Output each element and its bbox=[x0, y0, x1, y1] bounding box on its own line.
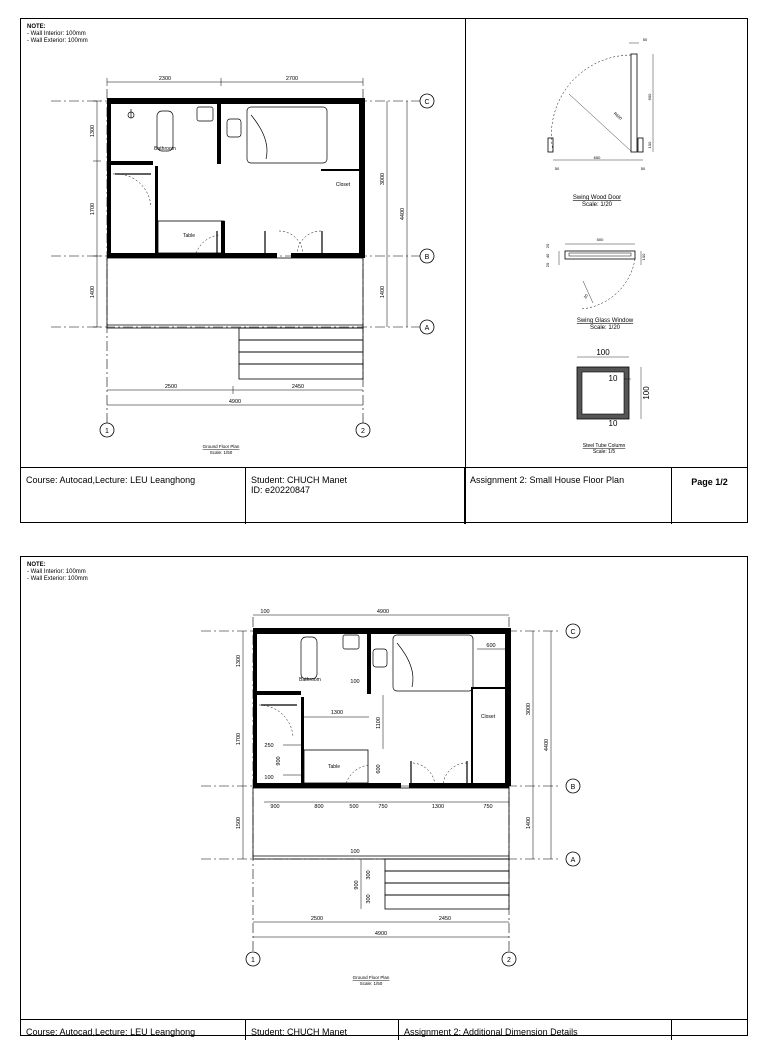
bed-2 bbox=[373, 635, 473, 691]
sheet1-drawing bbox=[21, 19, 749, 524]
tb2-course bbox=[21, 1020, 246, 1040]
dim-right-b: 1400 bbox=[380, 285, 386, 299]
window-dim-d: 100 bbox=[641, 253, 646, 261]
plan1-scale: Scale: 1/50 bbox=[209, 450, 233, 455]
room-label-bathroom-2: Bathroom bbox=[299, 677, 321, 683]
grid-label-b-2: B bbox=[570, 784, 576, 791]
window-dim-e: 20 bbox=[582, 293, 589, 300]
door-dim-radius: R650 bbox=[612, 110, 624, 121]
room-label-bathroom: Bathroom bbox=[154, 146, 176, 152]
window-dim-c: 20 bbox=[545, 262, 550, 268]
door-detail bbox=[548, 43, 653, 160]
column-detail bbox=[577, 357, 641, 419]
tb1-course-text: Course: Autocad,Lecture: LEU Leanghong bbox=[26, 475, 196, 485]
exterior-walls bbox=[107, 98, 365, 258]
titleblock-1 bbox=[21, 467, 747, 524]
door-dim-top: 50 bbox=[642, 37, 648, 42]
grid-label-1-2: 1 bbox=[251, 957, 255, 964]
dim2-int-1100: 1100 bbox=[376, 717, 382, 729]
column-dim-wall2: 10 bbox=[608, 419, 618, 428]
grid-label-a: A bbox=[424, 325, 430, 332]
tb1-course bbox=[21, 468, 246, 524]
dim2-int-100: 100 bbox=[350, 679, 360, 685]
grid-label-c: C bbox=[424, 99, 430, 106]
porch bbox=[107, 258, 363, 379]
plan1-caption: Ground Floor Plan bbox=[202, 444, 240, 449]
tb2-student bbox=[246, 1020, 399, 1040]
dim2-step-300b: 300 bbox=[366, 894, 372, 904]
door-dim-small1: 50 bbox=[554, 166, 560, 171]
window-dim-width: 500 bbox=[596, 237, 604, 242]
dim-bottom-b: 2450 bbox=[291, 384, 305, 390]
dim2-left-c: 1500 bbox=[236, 816, 242, 830]
door-dim-jamb: 100 bbox=[647, 141, 652, 149]
dim2-right-a: 3000 bbox=[526, 702, 532, 716]
tb1-assignment bbox=[465, 468, 672, 524]
grid-label-2: 2 bbox=[361, 428, 365, 435]
dim2-row-1300: 1300 bbox=[431, 804, 445, 810]
column-scale: Scale: 1/5 bbox=[592, 449, 616, 455]
sheet-page-1 bbox=[20, 18, 748, 523]
dim2-row-750b: 750 bbox=[483, 804, 493, 810]
bathroom-fixtures-2 bbox=[301, 635, 359, 679]
tb2-student-text: Student: CHUCH Manet bbox=[251, 1027, 348, 1037]
column-dim-height: 100 bbox=[642, 386, 651, 400]
dim2-int-600: 600 bbox=[376, 764, 382, 774]
tb2-assignment bbox=[399, 1020, 672, 1040]
exterior-walls-2 bbox=[253, 628, 511, 788]
room-label-closet: Closet bbox=[335, 182, 351, 188]
dim2-step-100: 100 bbox=[350, 849, 360, 855]
dim2-step-300a: 300 bbox=[366, 870, 372, 880]
tb2-assignment-text: Assignment 2: Additional Dimension Details bbox=[404, 1027, 578, 1037]
dim2-int-900v: 900 bbox=[276, 756, 282, 766]
dim2-step-900: 900 bbox=[354, 880, 360, 890]
dim2-row-500: 500 bbox=[349, 804, 359, 810]
grid-label-c-2: C bbox=[570, 629, 576, 636]
door-dim-height: 600 bbox=[647, 93, 652, 101]
window-dim-a: 20 bbox=[545, 243, 550, 249]
titleblock-2 bbox=[21, 1019, 747, 1040]
dim-bottom-total: 4900 bbox=[228, 399, 242, 405]
note-heading-2: NOTE: bbox=[27, 562, 46, 568]
floor-plan-1 bbox=[51, 78, 421, 424]
note-heading: NOTE: bbox=[27, 24, 46, 30]
dim2-int-100b: 100 bbox=[264, 775, 274, 781]
dim2-top-a: 100 bbox=[260, 609, 270, 615]
dim2-bottom-total: 4900 bbox=[374, 931, 388, 937]
door-swings-2 bbox=[259, 705, 467, 787]
dim-left-a: 1300 bbox=[90, 124, 96, 138]
door-scale: Scale: 1/20 bbox=[581, 202, 613, 208]
window-detail bbox=[559, 244, 641, 309]
dim2-left-a: 1300 bbox=[236, 654, 242, 668]
dim2-bottom-b: 2450 bbox=[438, 916, 452, 922]
column-dim-wall1: 10 bbox=[608, 374, 618, 383]
sheet2-drawing bbox=[21, 557, 749, 1037]
plan2-caption: Ground Floor Plan bbox=[352, 975, 390, 980]
door-dim-small2: 50 bbox=[640, 166, 646, 171]
note-line-interior-2: - Wall Interior: 100mm bbox=[27, 569, 86, 575]
tb1-id-text: ID: e20220847 bbox=[251, 485, 311, 495]
dim-top-b: 2700 bbox=[285, 76, 299, 82]
column-title: Steel Tube Column bbox=[582, 443, 626, 449]
dim2-right-total: 4400 bbox=[544, 738, 550, 752]
dim2-int-1300: 1300 bbox=[330, 710, 344, 716]
tb1-assignment-text: Assignment 2: Small House Floor Plan bbox=[470, 475, 625, 485]
grid-label-b: B bbox=[424, 254, 430, 261]
dim-bottom-a: 2500 bbox=[164, 384, 178, 390]
bed bbox=[227, 107, 327, 163]
grid-label-2-2: 2 bbox=[507, 957, 511, 964]
room-label-closet-2: Closet bbox=[480, 714, 496, 720]
column-dim-width: 100 bbox=[596, 348, 610, 357]
tb1-page-text: Page 1/2 bbox=[691, 477, 728, 487]
dim-left-b: 1700 bbox=[90, 202, 96, 216]
dim-top-a: 2300 bbox=[158, 76, 172, 82]
note-line-exterior: - Wall Exterior: 100mm bbox=[27, 38, 88, 44]
window-scale: Scale: 1/20 bbox=[589, 325, 621, 331]
bathroom-fixtures bbox=[128, 107, 213, 151]
dim2-row-750a: 750 bbox=[378, 804, 388, 810]
window-dim-b: 40 bbox=[545, 253, 550, 259]
door-dim-base: 650 bbox=[593, 155, 601, 160]
grid-bubbles bbox=[100, 94, 434, 437]
tb1-student-text: Student: CHUCH Manet bbox=[251, 475, 348, 485]
plan2-scale: Scale: 1/50 bbox=[359, 981, 383, 986]
dim-right-a: 3000 bbox=[380, 172, 386, 186]
note-line-interior: - Wall Interior: 100mm bbox=[27, 31, 86, 37]
dim-right-total: 4400 bbox=[400, 207, 406, 221]
grid-label-a-2: A bbox=[570, 857, 576, 864]
tb1-student bbox=[246, 468, 465, 524]
sheet-page-2 bbox=[20, 556, 748, 1036]
dim2-row-900: 900 bbox=[270, 804, 280, 810]
floor-plan-2 bbox=[201, 615, 561, 957]
window-title: Swing Glass Window bbox=[576, 318, 634, 324]
door-title: Swing Wood Door bbox=[572, 195, 622, 201]
dim2-right-b: 1400 bbox=[526, 816, 532, 830]
room-label-table-2: Table bbox=[328, 764, 340, 770]
dim2-left-b: 1700 bbox=[236, 732, 242, 746]
room-label-table: Table bbox=[183, 233, 195, 239]
note-line-exterior-2: - Wall Exterior: 100mm bbox=[27, 576, 88, 582]
dim2-bottom-a: 2500 bbox=[310, 916, 324, 922]
tb2-course-text: Course: Autocad,Lecture: LEU Leanghong bbox=[26, 1027, 196, 1037]
dimension-lines-2 bbox=[243, 615, 551, 937]
dim2-closet-w: 600 bbox=[486, 643, 496, 649]
dim2-top-total: 4900 bbox=[376, 609, 390, 615]
grid-label-1: 1 bbox=[105, 428, 109, 435]
tb2-page bbox=[672, 1020, 747, 1040]
tb1-page bbox=[672, 468, 747, 524]
dim-left-c: 1400 bbox=[90, 285, 96, 299]
door-leaves bbox=[115, 174, 322, 256]
dim2-int-250: 250 bbox=[264, 743, 274, 749]
dim2-row-800: 800 bbox=[314, 804, 324, 810]
